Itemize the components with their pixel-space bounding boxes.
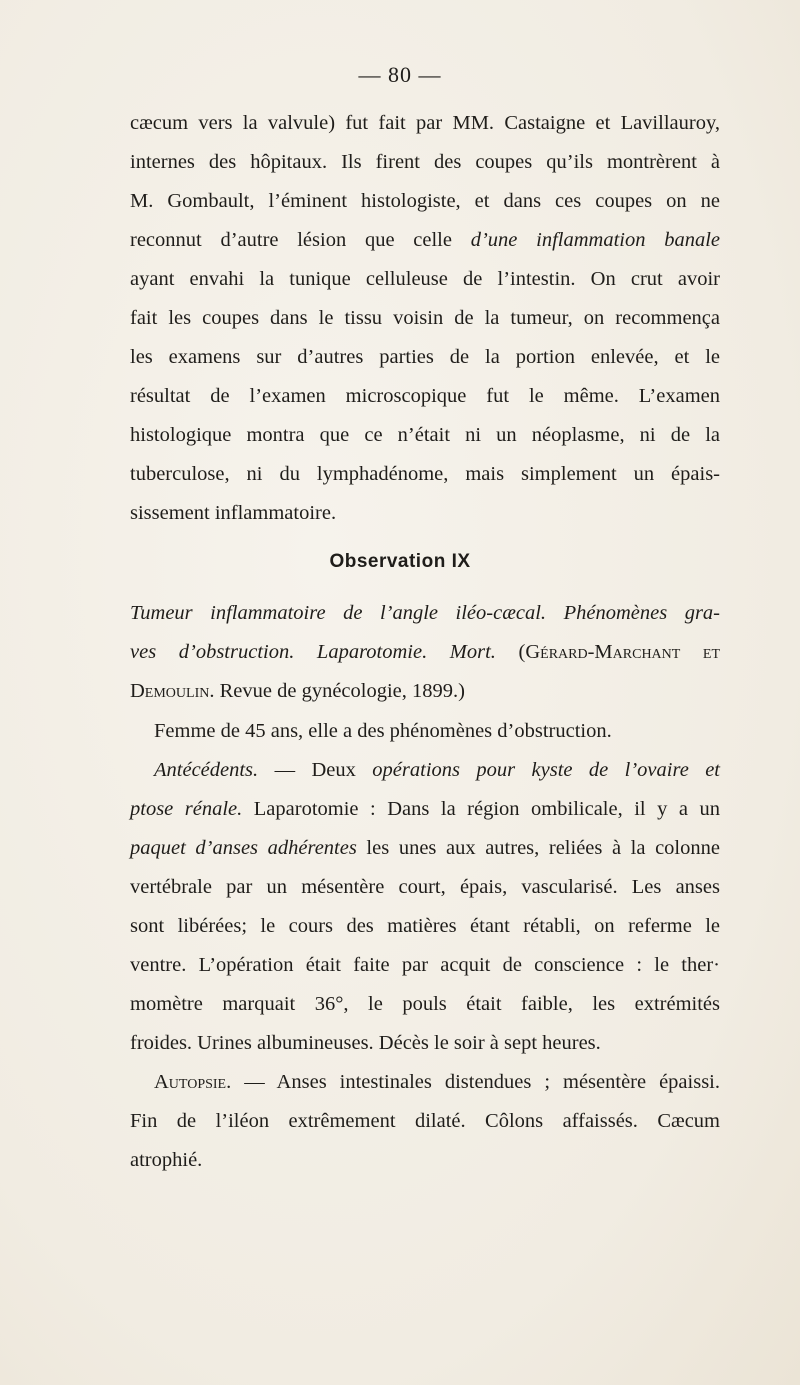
page-number: — 80 — xyxy=(358,62,442,87)
text-line xyxy=(130,221,720,260)
italic-title: ves d’obstruction. Laparotomie. Mort. xyxy=(130,641,496,663)
text-line xyxy=(130,790,720,829)
text-line: tuberculose, ni du lymphadénome, mais simplement un épais- xyxy=(130,463,720,485)
text-line xyxy=(130,751,720,790)
text-line xyxy=(130,594,720,633)
italic-phrase: ptose rénale. xyxy=(130,798,243,820)
italic-phrase: paquet d’anses adhérentes xyxy=(130,837,357,859)
text-line: cæcum vers la valvule) fut fait par MM. Castaigne et Lavillauroy, xyxy=(130,112,720,134)
text-line: sont libérées; le cours des matières étant rétabli, on referme le xyxy=(130,915,720,937)
observation-subtitle xyxy=(130,594,720,711)
text-line: ayant envahi la tunique celluleuse de l’intestin. On crut avoir xyxy=(130,268,720,290)
text-segment: — Deux xyxy=(258,759,373,781)
italic-phrase: d’une inflammation banale xyxy=(470,229,720,251)
text-line: Fin de l’iléon extrêmement dilaté. Côlons affaissés. Cæcum xyxy=(130,1110,720,1132)
text-line: histologique montra que ce n’était ni un néoplasme, ni de la xyxy=(130,424,720,446)
text-line xyxy=(130,1063,720,1102)
observation-heading: Observation IX xyxy=(329,551,471,572)
text-line xyxy=(130,633,720,672)
text-line: froides. Urines albumineuses. Décès le soir à sept heures. xyxy=(130,1032,601,1054)
reference-author-1: (Gérard-Marchant et xyxy=(495,641,721,663)
text-line: momètre marquait 36°, le pouls était faible, les extrémités xyxy=(130,993,720,1015)
autopsy-label: Autopsie. xyxy=(154,1071,232,1093)
text-segment: reconnut d’autre lésion que celle xyxy=(130,229,471,251)
text-line: sissement inflammatoire. xyxy=(130,502,337,524)
text-line: résultat de l’examen microscopique fut le même. L’examen xyxy=(130,385,720,407)
italic-title: Tumeur inflammatoire de l’angle iléo-cæcal. Phénomènes gra- xyxy=(130,602,720,624)
paragraph-1 xyxy=(130,104,720,533)
reference-source: Revue de gynécologie, 1899.) xyxy=(214,680,465,702)
text-line: atrophié. xyxy=(130,1149,203,1171)
text-line: ventre. L’opération était faite par acquit de conscience : le ther· xyxy=(130,954,720,976)
text-line xyxy=(130,672,720,711)
text-line: M. Gombault, l’éminent histologiste, et dans ces coupes on ne xyxy=(130,190,720,212)
text-segment: Laparotomie : Dans la région ombilicale, il y a un xyxy=(242,798,720,820)
text-segment: les unes aux autres, reliées à la colonne xyxy=(356,837,720,859)
italic-label: Antécédents. xyxy=(154,759,259,781)
text-line: les examens sur d’autres parties de la portion enlevée, et le xyxy=(130,346,720,368)
text-line xyxy=(130,829,720,868)
text-segment: — Anses intestinales distendues ; mésentère épaissi. xyxy=(231,1071,720,1093)
paragraph-2 xyxy=(130,712,720,1180)
text-line: vertébrale par un mésentère court, épais, vascularisé. Les anses xyxy=(130,876,720,898)
text-line: Femme de 45 ans, elle a des phénomènes d’obstruction. xyxy=(154,720,612,742)
text-line: internes des hôpitaux. Ils firent des coupes qu’ils montrèrent à xyxy=(130,151,720,173)
reference-authors xyxy=(496,641,720,663)
italic-phrase: opérations pour kyste de l’ovaire et xyxy=(372,759,720,781)
text-line: fait les coupes dans le tissu voisin de la tumeur, on recommença xyxy=(130,307,720,329)
reference-author-2: Demoulin. xyxy=(130,680,215,702)
